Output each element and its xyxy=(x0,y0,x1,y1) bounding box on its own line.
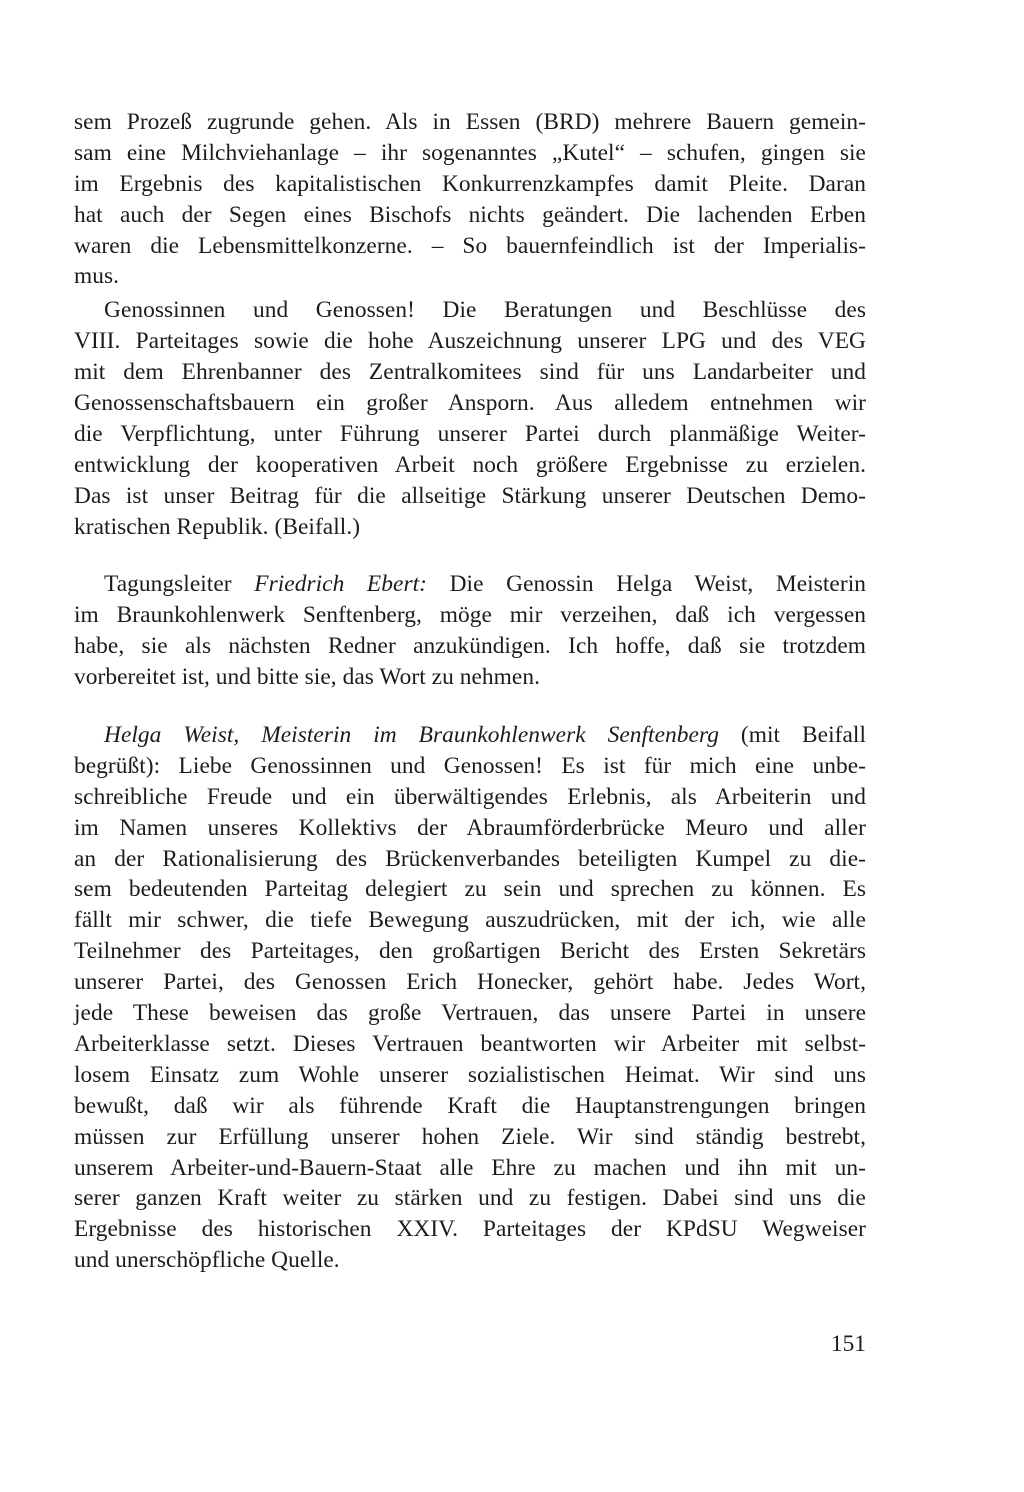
text-line: losem Einsatz zum Wohle unserer sozialistischen Heimat. Wir sind uns xyxy=(74,1061,866,1088)
text-line: unserer Partei, des Genossen Erich Honecker, gehört habe. Jedes Wort, xyxy=(74,969,866,996)
text-line: entwicklung der kooperativen Arbeit noch größere Ergebnisse zu erzielen. xyxy=(74,451,866,478)
text-line: im Braunkohlenwerk Senftenberg, möge mir verzeihen, daß ich vergessen xyxy=(74,602,866,629)
text-line: Das ist unser Beitrag für die allseitige Stärkung unserer Deutschen Demo- xyxy=(74,482,866,509)
text-line: an der Rationalisierung des Brückenverbandes beteiligten Kumpel zu die- xyxy=(74,845,866,872)
text-line: VIII. Parteitages sowie die hohe Auszeichnung unserer LPG und des VEG xyxy=(74,328,866,355)
text-line: habe, sie als nächsten Redner anzukündigen. Ich hoffe, daß sie trotzdem xyxy=(74,633,866,660)
speaker-paragraph xyxy=(74,720,866,1276)
text-line: waren die Lebensmittelkonzerne. – So bauernfeindlich ist der Imperialis- xyxy=(74,232,866,259)
text-line: begrüßt): Liebe Genossinnen und Genossen! Es ist für mich eine unbe- xyxy=(74,752,866,779)
paragraph xyxy=(74,295,866,542)
text-line: Teilnehmer des Parteitages, den großartigen Bericht des Ersten Sekretärs xyxy=(74,938,866,965)
text-line: sem Prozeß zugrunde gehen. Als in Essen (BRD) mehrere Bauern gemein- xyxy=(74,109,866,135)
text-line: Ergebnisse des historischen XXIV. Parteitages der KPdSU Wegweiser xyxy=(74,1216,866,1243)
text-line: die Verpflichtung, unter Führung unserer Partei durch planmäßige Weiter- xyxy=(74,420,866,447)
speaker-name: Helga Weist, Meisterin im Braunkohlenwerk Senftenberg xyxy=(104,722,719,749)
page-number: 151 xyxy=(830,1331,866,1357)
text-line: hat auch der Segen eines Bischofs nichts geändert. Die lachenden Erben xyxy=(74,201,866,228)
text-line: vorbereitet ist, und bitte sie, das Wort zu nehmen. xyxy=(74,664,540,691)
paragraph xyxy=(74,107,866,292)
text-line: Genossinnen und Genossen! Die Beratungen und Beschlüsse des xyxy=(104,297,866,324)
text-line: sam eine Milchviehanlage – ihr sogenanntes „Kutel“ – schufen, gingen sie xyxy=(74,139,866,166)
text-line: Arbeiterklasse setzt. Dieses Vertrauen beantworten wir Arbeiter mit selbst- xyxy=(74,1030,866,1057)
text-line: fällt mir schwer, die tiefe Bewegung auszudrücken, mit der ich, wie alle xyxy=(74,907,866,934)
text-line: kratischen Republik. (Beifall.) xyxy=(74,513,361,540)
text-line: bewußt, daß wir als führende Kraft die Hauptanstrengungen bringen xyxy=(74,1092,866,1119)
text-line: unserem Arbeiter-und-Bauern-Staat alle Ehre zu machen und ihn mit un- xyxy=(74,1154,866,1181)
text-line: schreibliche Freude und ein überwältigendes Erlebnis, als Arbeiterin und xyxy=(74,783,866,810)
paragraph-gap xyxy=(74,542,866,569)
speaker-name: Friedrich Ebert: xyxy=(254,571,427,598)
text-line: im Namen unseres Kollektivs der Abraumförderbrücke Meuro und aller xyxy=(74,814,866,841)
page-body xyxy=(74,107,866,1276)
text-line: jede These beweisen das große Vertrauen, das unsere Partei in unsere xyxy=(74,1000,866,1027)
speaker-paragraph xyxy=(74,569,866,693)
text-fragment: Die Genossin Helga Weist, Meisterin xyxy=(427,571,866,598)
text-line: mit dem Ehrenbanner des Zentralkomitees sind für uns Landarbeiter und xyxy=(74,359,866,386)
text-line xyxy=(74,569,866,600)
text-line: sem bedeutenden Parteitag delegiert zu sein und sprechen zu können. Es xyxy=(74,876,866,903)
text-line: Genossenschaftsbauern ein großer Ansporn. Aus alledem entnehmen wir xyxy=(74,390,866,417)
text-line: mus. xyxy=(74,263,120,290)
text-line: im Ergebnis des kapitalistischen Konkurrenzkampfes damit Pleite. Daran xyxy=(74,170,866,197)
text-line xyxy=(74,720,866,751)
paragraph-gap xyxy=(74,693,866,720)
text-line: serer ganzen Kraft weiter zu stärken und zu festigen. Dabei sind uns die xyxy=(74,1185,866,1212)
speaker-prefix: Tagungsleiter xyxy=(104,571,255,598)
text-line: müssen zur Erfüllung unserer hohen Ziele. Wir sind ständig bestrebt, xyxy=(74,1123,866,1150)
text-line: und unerschöpfliche Quelle. xyxy=(74,1247,340,1274)
text-fragment: (mit Beifall xyxy=(718,722,866,749)
